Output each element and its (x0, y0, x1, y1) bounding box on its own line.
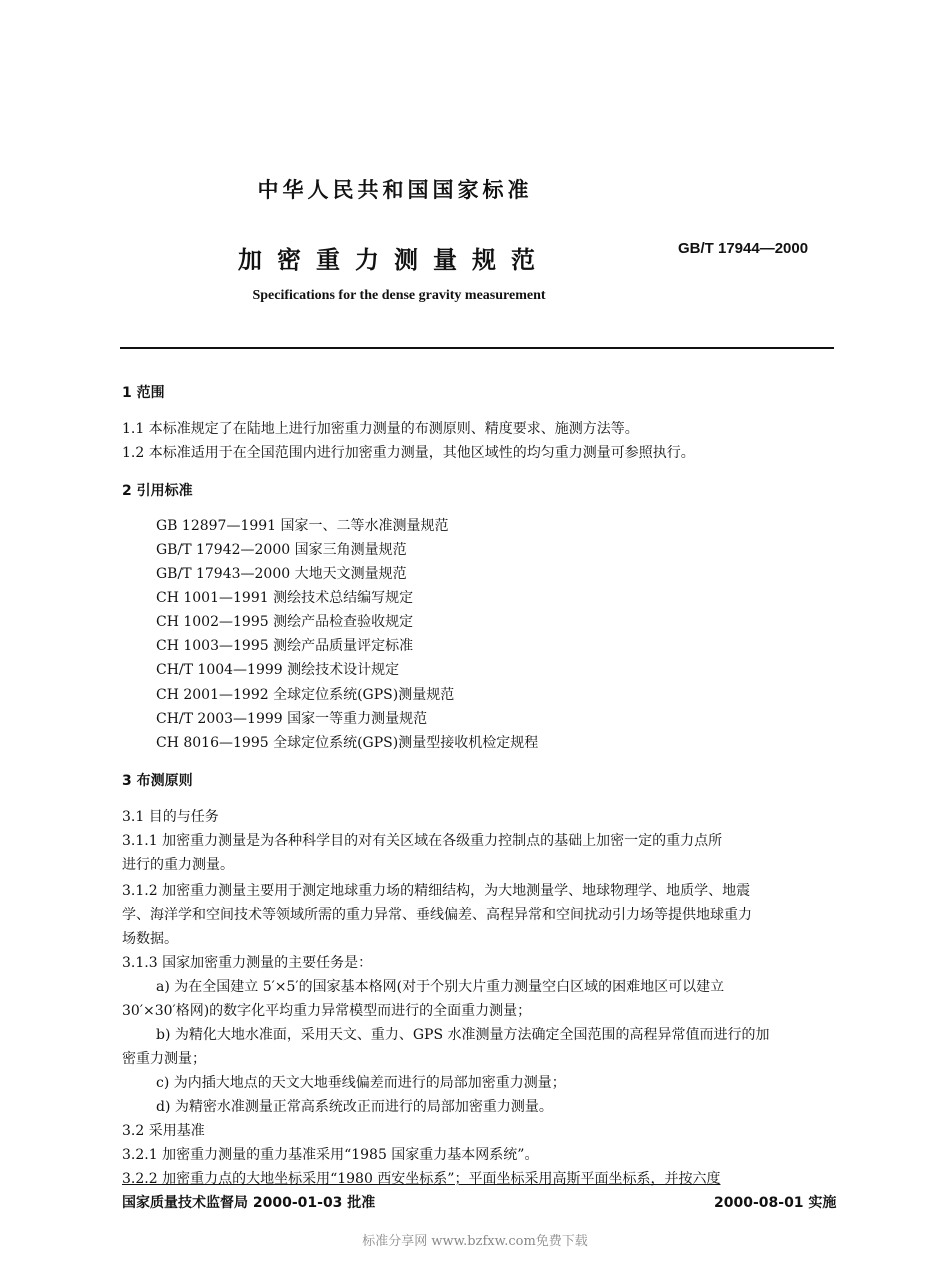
document-title: 加密重力测量规范 (238, 246, 550, 274)
section-3-heading: 3 布测原则 (122, 773, 193, 789)
reference-item: GB/T 17943—2000 大地天文测量规范 (156, 566, 407, 582)
list-item-c: c) 为内插大地点的天文大地垂线偏差而进行的局部加密重力测量； (156, 1075, 566, 1091)
approval-date: 国家质量技术监督局 2000-01-03 批准 (122, 1195, 376, 1211)
list-item-b: b) 为精化大地水准面，采用天文、重力、GPS 水准测量方法确定全国范围的高程异常值而进行的加 (156, 1027, 770, 1043)
national-standard-label: 中华人民共和国国家标准 (257, 178, 533, 202)
clause-3-1-3: 3.1.3 国家加密重力测量的主要任务是： (122, 955, 373, 971)
header-divider (120, 347, 834, 349)
clause-1-1: 1.1 本标准规定了在陆地上进行加密重力测量的布测原则、精度要求、施测方法等。 (122, 421, 639, 437)
section-1-heading: 1 范围 (122, 385, 165, 401)
clause-3-2-2: 3.2.2 加密重力点的大地坐标采用“1980 西安坐标系”；平面坐标采用高斯平面坐标系，并按六度 (122, 1171, 721, 1187)
list-item-b-cont: 密重力测量； (122, 1051, 206, 1067)
clause-3-1-1: 3.1.1 加密重力测量是为各种科学目的对有关区域在各级重力控制点的基础上加密一定的重力点所 (122, 833, 723, 849)
reference-item: CH 1002—1995 测绘产品检查验收规定 (156, 614, 414, 630)
list-item-d: d) 为精密水准测量正常高系统改正而进行的局部加密重力测量。 (156, 1099, 553, 1115)
standard-code: GB/T 17944—2000 (678, 240, 809, 257)
reference-item: CH 1003—1995 测绘产品质量评定标准 (156, 638, 414, 654)
reference-item: CH/T 2003—1999 国家一等重力测量规范 (156, 711, 428, 727)
clause-3-2-1: 3.2.1 加密重力测量的重力基准采用“1985 国家重力基本网系统”。 (122, 1147, 539, 1163)
watermark: 标准分享网 www.bzfxw.com免费下载 (362, 1234, 588, 1249)
list-item-a-cont: 30′×30′格网)的数字化平均重力异常模型而进行的全面重力测量； (122, 1003, 532, 1019)
clause-3-1-2: 3.1.2 加密重力测量主要用于测定地球重力场的精细结构，为大地测量学、地球物理学、地质学、地震 (122, 883, 751, 899)
clause-3-1-2-cont: 学、海洋学和空间技术等领域所需的重力异常、垂线偏差、高程异常和空间扰动引力场等提供地球重力 (122, 907, 752, 923)
reference-item: CH 1001—1991 测绘技术总结编写规定 (156, 590, 414, 606)
reference-item: GB 12897—1991 国家一、二等水准测量规范 (156, 518, 449, 534)
reference-item: GB/T 17942—2000 国家三角测量规范 (156, 542, 407, 558)
reference-item: CH/T 1004—1999 测绘技术设计规定 (156, 662, 400, 678)
clause-3-1: 3.1 目的与任务 (122, 809, 219, 825)
english-title: Specifications for the dense gravity measurement (252, 288, 546, 303)
clause-3-1-2-cont: 场数据。 (122, 931, 178, 947)
reference-item: CH 8016—1995 全球定位系统(GPS)测量型接收机检定规程 (156, 735, 539, 751)
section-2-heading: 2 引用标准 (122, 483, 193, 499)
reference-item: CH 2001—1992 全球定位系统(GPS)测量规范 (156, 687, 455, 703)
list-item-a: a) 为在全国建立 5′×5′的国家基本格网(对于个别大片重力测量空白区域的困难地区可以建立 (156, 979, 725, 995)
clause-3-2: 3.2 采用基准 (122, 1123, 205, 1139)
clause-1-2: 1.2 本标准适用于在全国范围内进行加密重力测量，其他区域性的均匀重力测量可参照执行。 (122, 445, 695, 461)
implementation-date: 2000-08-01 实施 (714, 1195, 837, 1211)
clause-3-1-1-cont: 进行的重力测量。 (122, 857, 234, 873)
